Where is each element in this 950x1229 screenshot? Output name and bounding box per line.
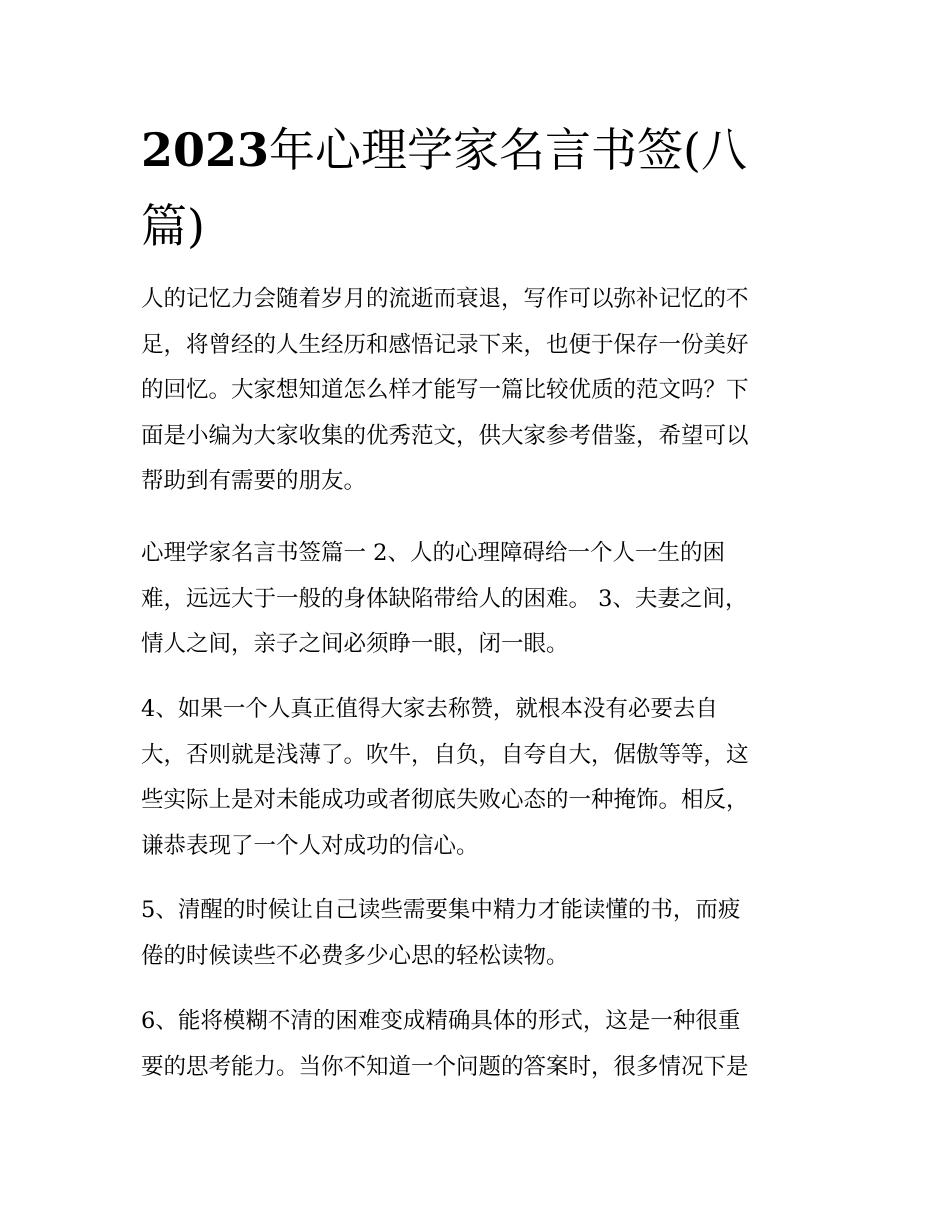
paragraph-line: 心理学家名言书签篇一 2、人的心理障碍给一个人一生的困: [141, 540, 725, 566]
paragraph-line: 大，否则就是浅薄了。吹牛，自负，自夸自大，倨傲等等，这: [141, 741, 749, 768]
title-text: 年心理学家名言书签(八: [269, 123, 747, 177]
paragraph-line: 情人之间，亲子之间必须睁一眼，闭一眼。: [141, 631, 569, 657]
paragraph-line: 6、能将模糊不清的困难变成精确具体的形式，这是一种很重: [141, 1008, 741, 1034]
quote-paragraph-5: [141, 888, 813, 979]
paragraph-line: 人的记忆力会随着岁月的流逝而衰退，写作可以弥补记忆的不: [141, 286, 749, 312]
paragraph-line: 帮助到有需要的朋友。: [141, 468, 367, 494]
paragraph-line: 足，将曾经的人生经历和感悟记录下来，也便于保存一份美好: [141, 331, 749, 358]
intro-paragraph: [141, 277, 813, 505]
title-year: 2023: [141, 123, 270, 177]
paragraph-line: 倦的时候读些不必费多少心思的轻松读物。: [141, 942, 569, 969]
paragraph-line: 4、如果一个人真正值得大家去称赞，就根本没有必要去自: [141, 696, 718, 722]
document-title: [141, 112, 801, 264]
paragraph-line: 的回忆。大家想知道怎么样才能写一篇比较优质的范文吗？下: [141, 377, 749, 403]
title-text-continued: 篇): [141, 199, 205, 253]
paragraph-line: 面是小编为大家收集的优秀范文，供大家参考借鉴，希望可以: [141, 422, 749, 449]
paragraph-line: 要的思考能力。当你不知道一个问题的答案时，很多情况下是: [141, 1053, 749, 1080]
quote-paragraph-6: [141, 999, 813, 1090]
paragraph-line: 难，远远大于一般的身体缺陷带给人的困难。 3、夫妻之间，: [141, 585, 748, 612]
paragraph-line: 5、清醒的时候让自己读些需要集中精力才能读懂的书，而疲: [141, 897, 741, 923]
paragraph-line: 些实际上是对未能成功或者彻底失败心态的一种掩饰。相反，: [141, 787, 749, 813]
quote-paragraph-4: [141, 687, 813, 869]
quote-paragraph-1: [141, 531, 813, 668]
paragraph-line: 谦恭表现了一个人对成功的信心。: [141, 832, 479, 859]
